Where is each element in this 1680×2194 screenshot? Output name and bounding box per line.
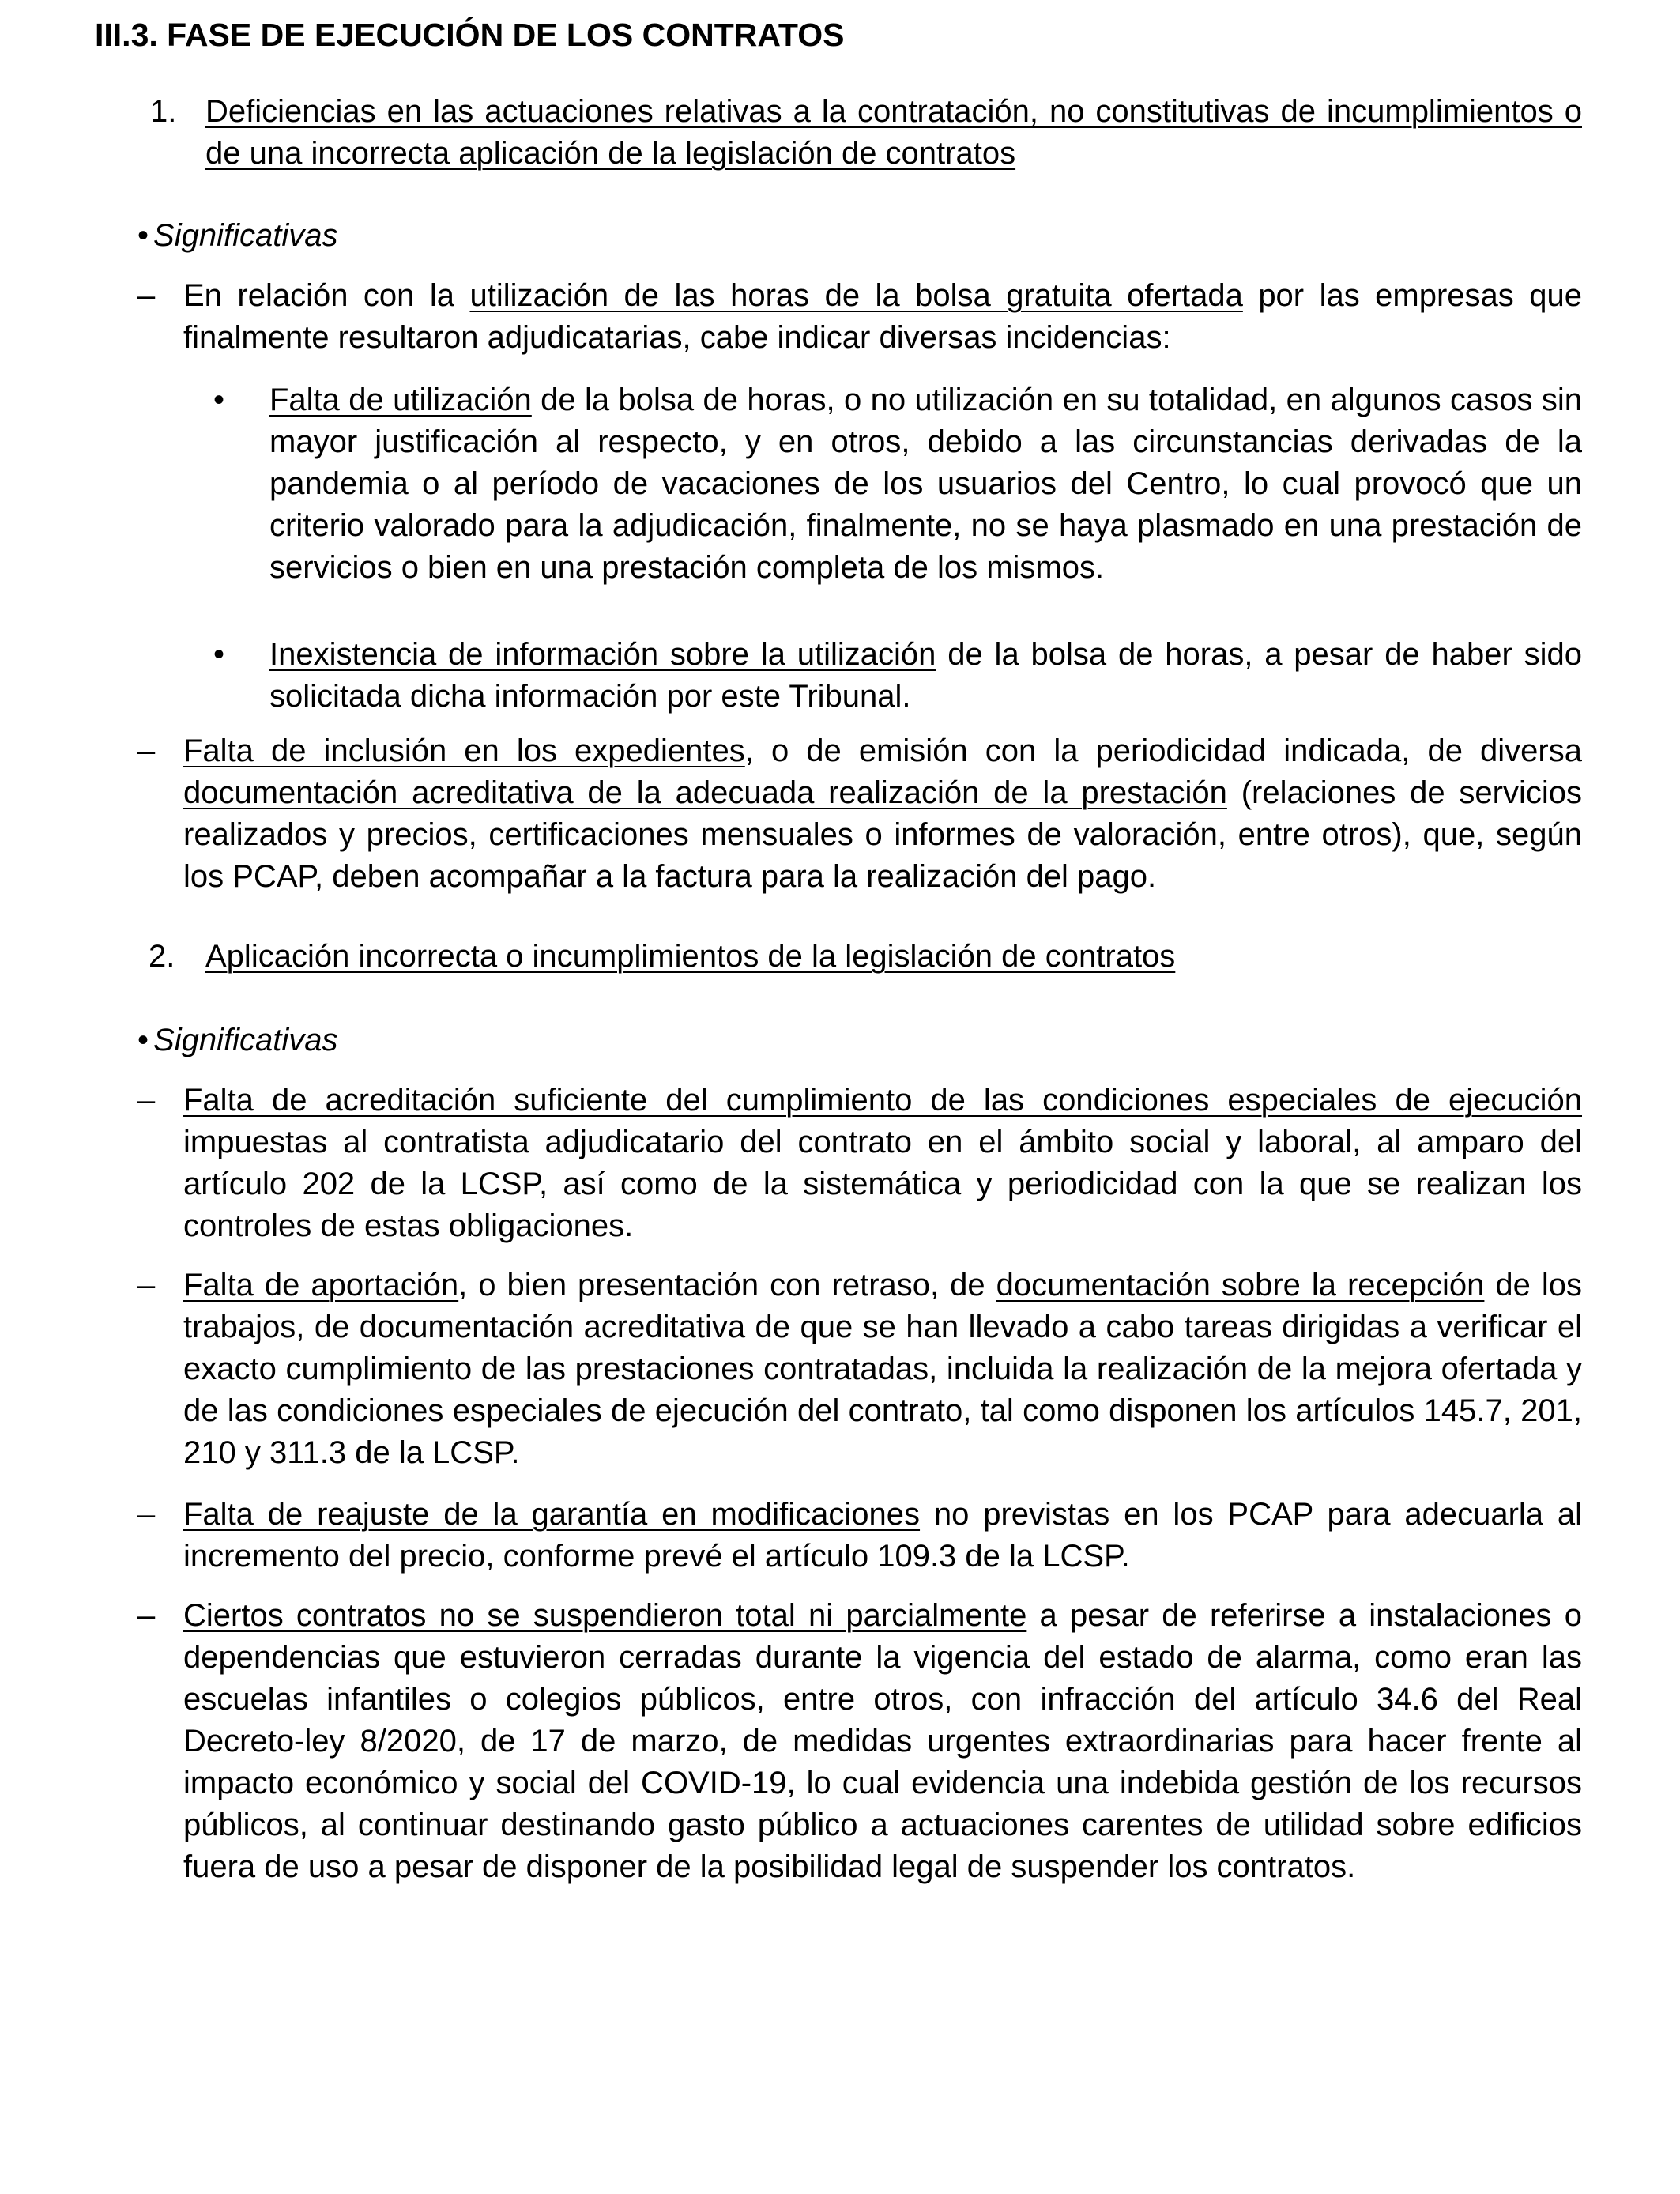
section2-title-text: Aplicación incorrecta o incumplimientos de la legislación de contratos xyxy=(205,939,1176,974)
item-text: de la bolsa de horas, a pesar de haber sido solicitada dicha información por este Tribunal. xyxy=(269,637,1583,714)
dash-marker: – xyxy=(137,1598,156,1633)
section1-bullet-b xyxy=(269,634,1582,718)
dash-marker: – xyxy=(137,1268,156,1302)
item-underlined: Falta de aportación xyxy=(183,1268,459,1302)
item-underlined: Inexistencia de información sobre la utilización xyxy=(269,637,936,672)
section2-item4 xyxy=(183,1595,1582,1888)
item-underlined: Ciertos contratos no se suspendieron total ni parcialmente xyxy=(183,1598,1027,1633)
section2-item1 xyxy=(183,1080,1582,1247)
item-text: de la bolsa de horas, o no utilización en su totalidad, en algunos casos sin mayor justificación al respecto, y en otros, debido a las circunstancias derivadas de la pandemia o al período de vacaciones de los usuarios del Centro, lo cual provocó que un criterio valorado para la adjudicación, finalmente, no se haya plasmado en una prestación de servicios o bien en una prestación completa de los mismos. xyxy=(269,383,1582,585)
section2-item2 xyxy=(183,1265,1582,1474)
item-underlined: Falta de reajuste de la garantía en modificaciones xyxy=(183,1497,921,1532)
section1-number: 1. xyxy=(150,94,177,129)
bullet-icon: • xyxy=(137,218,149,253)
section1-category xyxy=(137,215,337,257)
item-underlined: utilización de las horas de la bolsa gratuita ofertada xyxy=(469,278,1243,313)
section1-category-label: Significativas xyxy=(153,218,338,253)
section1-title xyxy=(205,91,1582,175)
item-underlined: Falta de acreditación suficiente del cumplimiento de las condiciones especiales de ejecución xyxy=(183,1083,1582,1118)
section1-title-text: Deficiencias en las actuaciones relativas a la contratación, no constitutivas de incumplimientos o de una incorrecta aplicación de la legislación de contratos xyxy=(205,94,1582,171)
dash-marker: – xyxy=(137,1497,156,1532)
dash-marker: – xyxy=(137,1083,156,1118)
section2-title xyxy=(205,936,1582,978)
section1-item1 xyxy=(183,275,1582,359)
dash-marker: – xyxy=(137,278,156,313)
dash-marker: – xyxy=(137,733,156,768)
section2-item3 xyxy=(183,1494,1582,1578)
bullet-icon: • xyxy=(213,637,225,672)
item-text: En relación con la xyxy=(183,278,470,313)
item-underlined: Falta de inclusión en los expedientes xyxy=(183,733,745,768)
item-underlined: documentación acreditativa de la adecuada realización de la prestación xyxy=(183,775,1227,810)
item-text: impuestas al contratista adjudicatario del contrato en el ámbito social y laboral, al amparo del artículo 202 de la LCSP, así como de la sistemática y periodicidad con la que se realizan los controles de estas obligaciones. xyxy=(183,1125,1582,1243)
section2-number: 2. xyxy=(149,939,175,974)
item-text: de los trabajos, de documentación acreditativa de que se han llevado a cabo tareas dirigidas a verificar el exacto cumplimiento de las prestaciones contratadas, incluida la realización de la mejora ofertada y de las condiciones especiales de ejecución del contrato, tal como disponen los artículos 145.7, 201, 210 y 311.3 de la LCSP. xyxy=(183,1268,1582,1470)
item-text: por las empresas que finalmente resultaron adjudicatarias, cabe indicar diversas incidencias: xyxy=(183,278,1582,355)
item-underlined: Falta de utilización xyxy=(269,383,532,417)
bullet-icon: • xyxy=(137,1023,149,1057)
item-text: a pesar de referirse a instalaciones o dependencias que estuvieron cerradas durante la vigencia del estado de alarma, como eran las escuelas infantiles o colegios públicos, entre otros, con infracción del artículo 34.6 del Real Decreto-ley 8/2020, de 17 de marzo, de medidas urgentes extraordinarias para hacer frente al impacto económico y social del COVID-19, lo cual evidencia una indebida gestión de los recursos públicos, al continuar destinando gasto público a actuaciones carentes de utilidad sobre edificios fuera de uso a pesar de disponer de la posibilidad legal de suspender los contratos. xyxy=(183,1598,1583,1884)
section2-category-label: Significativas xyxy=(153,1023,338,1057)
section-heading: III.3. FASE DE EJECUCIÓN DE LOS CONTRATOS xyxy=(95,17,845,53)
item-text: , o bien presentación con retraso, de xyxy=(458,1268,996,1302)
item-text: no previstas en los PCAP para adecuarla al incremento del precio, conforme prevé el artículo 109.3 de la LCSP. xyxy=(183,1497,1582,1574)
section1-bullet-a xyxy=(269,379,1582,589)
section1-item2 xyxy=(183,730,1582,898)
item-text: , o de emisión con la periodicidad indicada, de diversa xyxy=(744,733,1582,768)
item-text: (relaciones de servicios realizados y precios, certificaciones mensuales o informes de valoración, entre otros), que, según los PCAP, deben acompañar a la factura para la realización del pago. xyxy=(183,775,1583,894)
bullet-icon: • xyxy=(213,383,225,417)
item-underlined: documentación sobre la recepción xyxy=(996,1268,1485,1302)
section2-category xyxy=(137,1020,337,1061)
